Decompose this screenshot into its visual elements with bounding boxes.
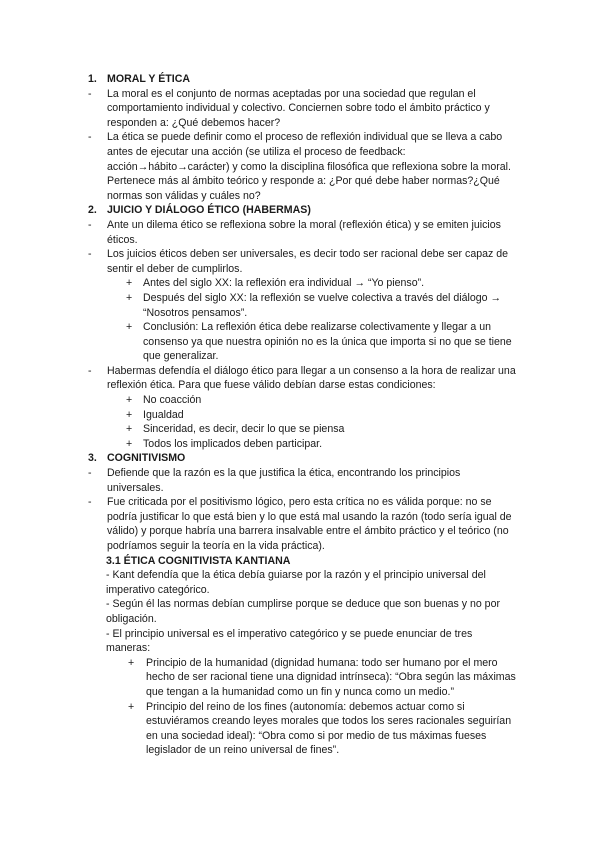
item-text: La ética se puede definir como el proceso de reflexión individual que se lleva a cabo antes de ejecutar una acción (se utiliza el proceso de feedback: acción→hábito→carácter) y como la disciplina filosófica que reflexiona sobre la moral. Pertenece más al ámbito teórico y responde a: ¿Por qué debe haber normas?¿Qué normas son válidas y cuáles no?	[107, 131, 511, 202]
item-text: Principio de la humanidad (dignidad humana: todo ser humano por el mero hecho de ser racional tiene una dignidad intrínseca): “Obra según las máximas que tengan a la humanidad como un fin y nunca como un medio.”	[146, 656, 516, 698]
sub-list-item	[126, 393, 518, 408]
item-text: Igualdad	[143, 408, 184, 421]
plus-bullet: +	[126, 394, 133, 407]
list-item	[88, 247, 518, 276]
sub-list-item	[126, 291, 518, 320]
paragraph-line: - El principio universal es el imperativo categórico y se puede enunciar de tres maneras:	[106, 627, 473, 655]
paragraph-line: - Kant defendía que la ética debía guiarse por la razón y el principio universal del imperativo categórico.	[106, 569, 486, 596]
dash-bullet: -	[88, 131, 92, 144]
dash-bullet: -	[88, 364, 92, 377]
dash-bullet: -	[88, 248, 92, 261]
plus-bullet: +	[126, 423, 133, 436]
item-text: Los juicios éticos deben ser universales, es decir todo ser racional debe ser capaz de sentir el deber de cumplirlos.	[107, 248, 509, 275]
dash-bullet: -	[88, 496, 92, 509]
sub-list-item	[126, 408, 518, 423]
item-text: Principio del reino de los fines (autonomía: debemos actuar como si estuviéramos creando leyes morales que todos los seres racionales seguirían en una sociedad ideal): “Obra como si por medio de tus máximas fueses legislador de un reino universal de fines”.	[146, 700, 512, 757]
section-title: JUICIO Y DIÁLOGO ÉTICO (HABERMAS)	[107, 204, 311, 217]
plus-bullet: +	[126, 321, 133, 334]
section-heading	[88, 203, 518, 218]
item-text: Defiende que la razón es la que justifica la ética, encontrando los principios universales.	[107, 467, 461, 494]
plus-bullet: +	[126, 408, 133, 421]
dash-bullet: -	[88, 87, 92, 100]
sub-list-item	[128, 656, 518, 700]
list-item	[88, 495, 518, 553]
list-item	[88, 466, 518, 495]
list-item	[88, 364, 518, 393]
sub-list-item	[126, 276, 518, 291]
item-text: La moral es el conjunto de normas aceptadas por una sociedad que regulan el comportamiento individual y colectivo. Conciernen sobre todo el ámbito práctico y responden a: ¿Qué debemos hacer?	[107, 87, 490, 129]
item-text: Sinceridad, es decir, decir lo que se piensa	[143, 423, 345, 436]
sub-list-item	[126, 320, 518, 364]
section-number: 3.	[88, 452, 97, 465]
section-number: 2.	[88, 204, 97, 217]
sub-list-item	[128, 700, 518, 758]
sub-list-item	[126, 422, 518, 437]
paragraph-line: - Según él las normas debían cumplirse porque se deduce que son buenas y no por obligación.	[106, 598, 500, 625]
item-text: Todos los implicados deben participar.	[143, 437, 323, 450]
plus-bullet: +	[126, 437, 133, 450]
section-title: COGNITIVISMO	[107, 452, 186, 465]
list-item	[88, 87, 518, 131]
plus-bullet: +	[126, 277, 133, 290]
item-text: Conclusión: La reflexión ética debe realizarse colectivamente y llegar a un consenso ya que nuestra opinión no es la única que importa si no que se tiene que generalizar.	[143, 321, 512, 363]
section-heading	[88, 451, 518, 466]
item-text: Habermas defendía el diálogo ético para llegar a un consenso a la hora de realizar una reflexión ética. Para que fuese válido debían darse estas condiciones:	[107, 364, 516, 392]
section-number: 1.	[88, 73, 97, 85]
subsection-title: 3.1 ÉTICA COGNITIVISTA KANTIANA	[106, 554, 291, 567]
dash-bullet: -	[88, 218, 92, 231]
section-heading	[88, 72, 518, 87]
item-text: Ante un dilema ético se reflexiona sobre la moral (reflexión ética) y se emiten juicios éticos.	[107, 218, 501, 246]
plus-bullet: +	[128, 700, 135, 713]
item-text: No coacción	[143, 394, 202, 407]
item-text: Antes del siglo XX: la reflexión era individual → “Yo pienso”.	[143, 277, 425, 290]
dash-bullet: -	[88, 467, 92, 480]
item-text: Fue criticada por el positivismo lógico, pero esta crítica no es válida porque: no se podría justificar lo que está bien y lo que está mal usando la razón (todo sería igual de válido) y porque habría una barrera insalvable entre el ámbito práctico y el teórico (no podríamos seguir la teoría en la vida práctica).	[107, 496, 512, 552]
item-text: Después del siglo XX: la reflexión se vuelve colectiva a través del diálogo → “Nosotros pensamos”.	[143, 291, 502, 319]
plus-bullet: +	[128, 656, 135, 669]
plus-bullet: +	[126, 291, 133, 304]
section-title: MORAL Y ÉTICA	[107, 73, 190, 85]
list-item	[88, 218, 518, 247]
sub-list-item	[126, 437, 518, 452]
list-item	[88, 130, 518, 203]
